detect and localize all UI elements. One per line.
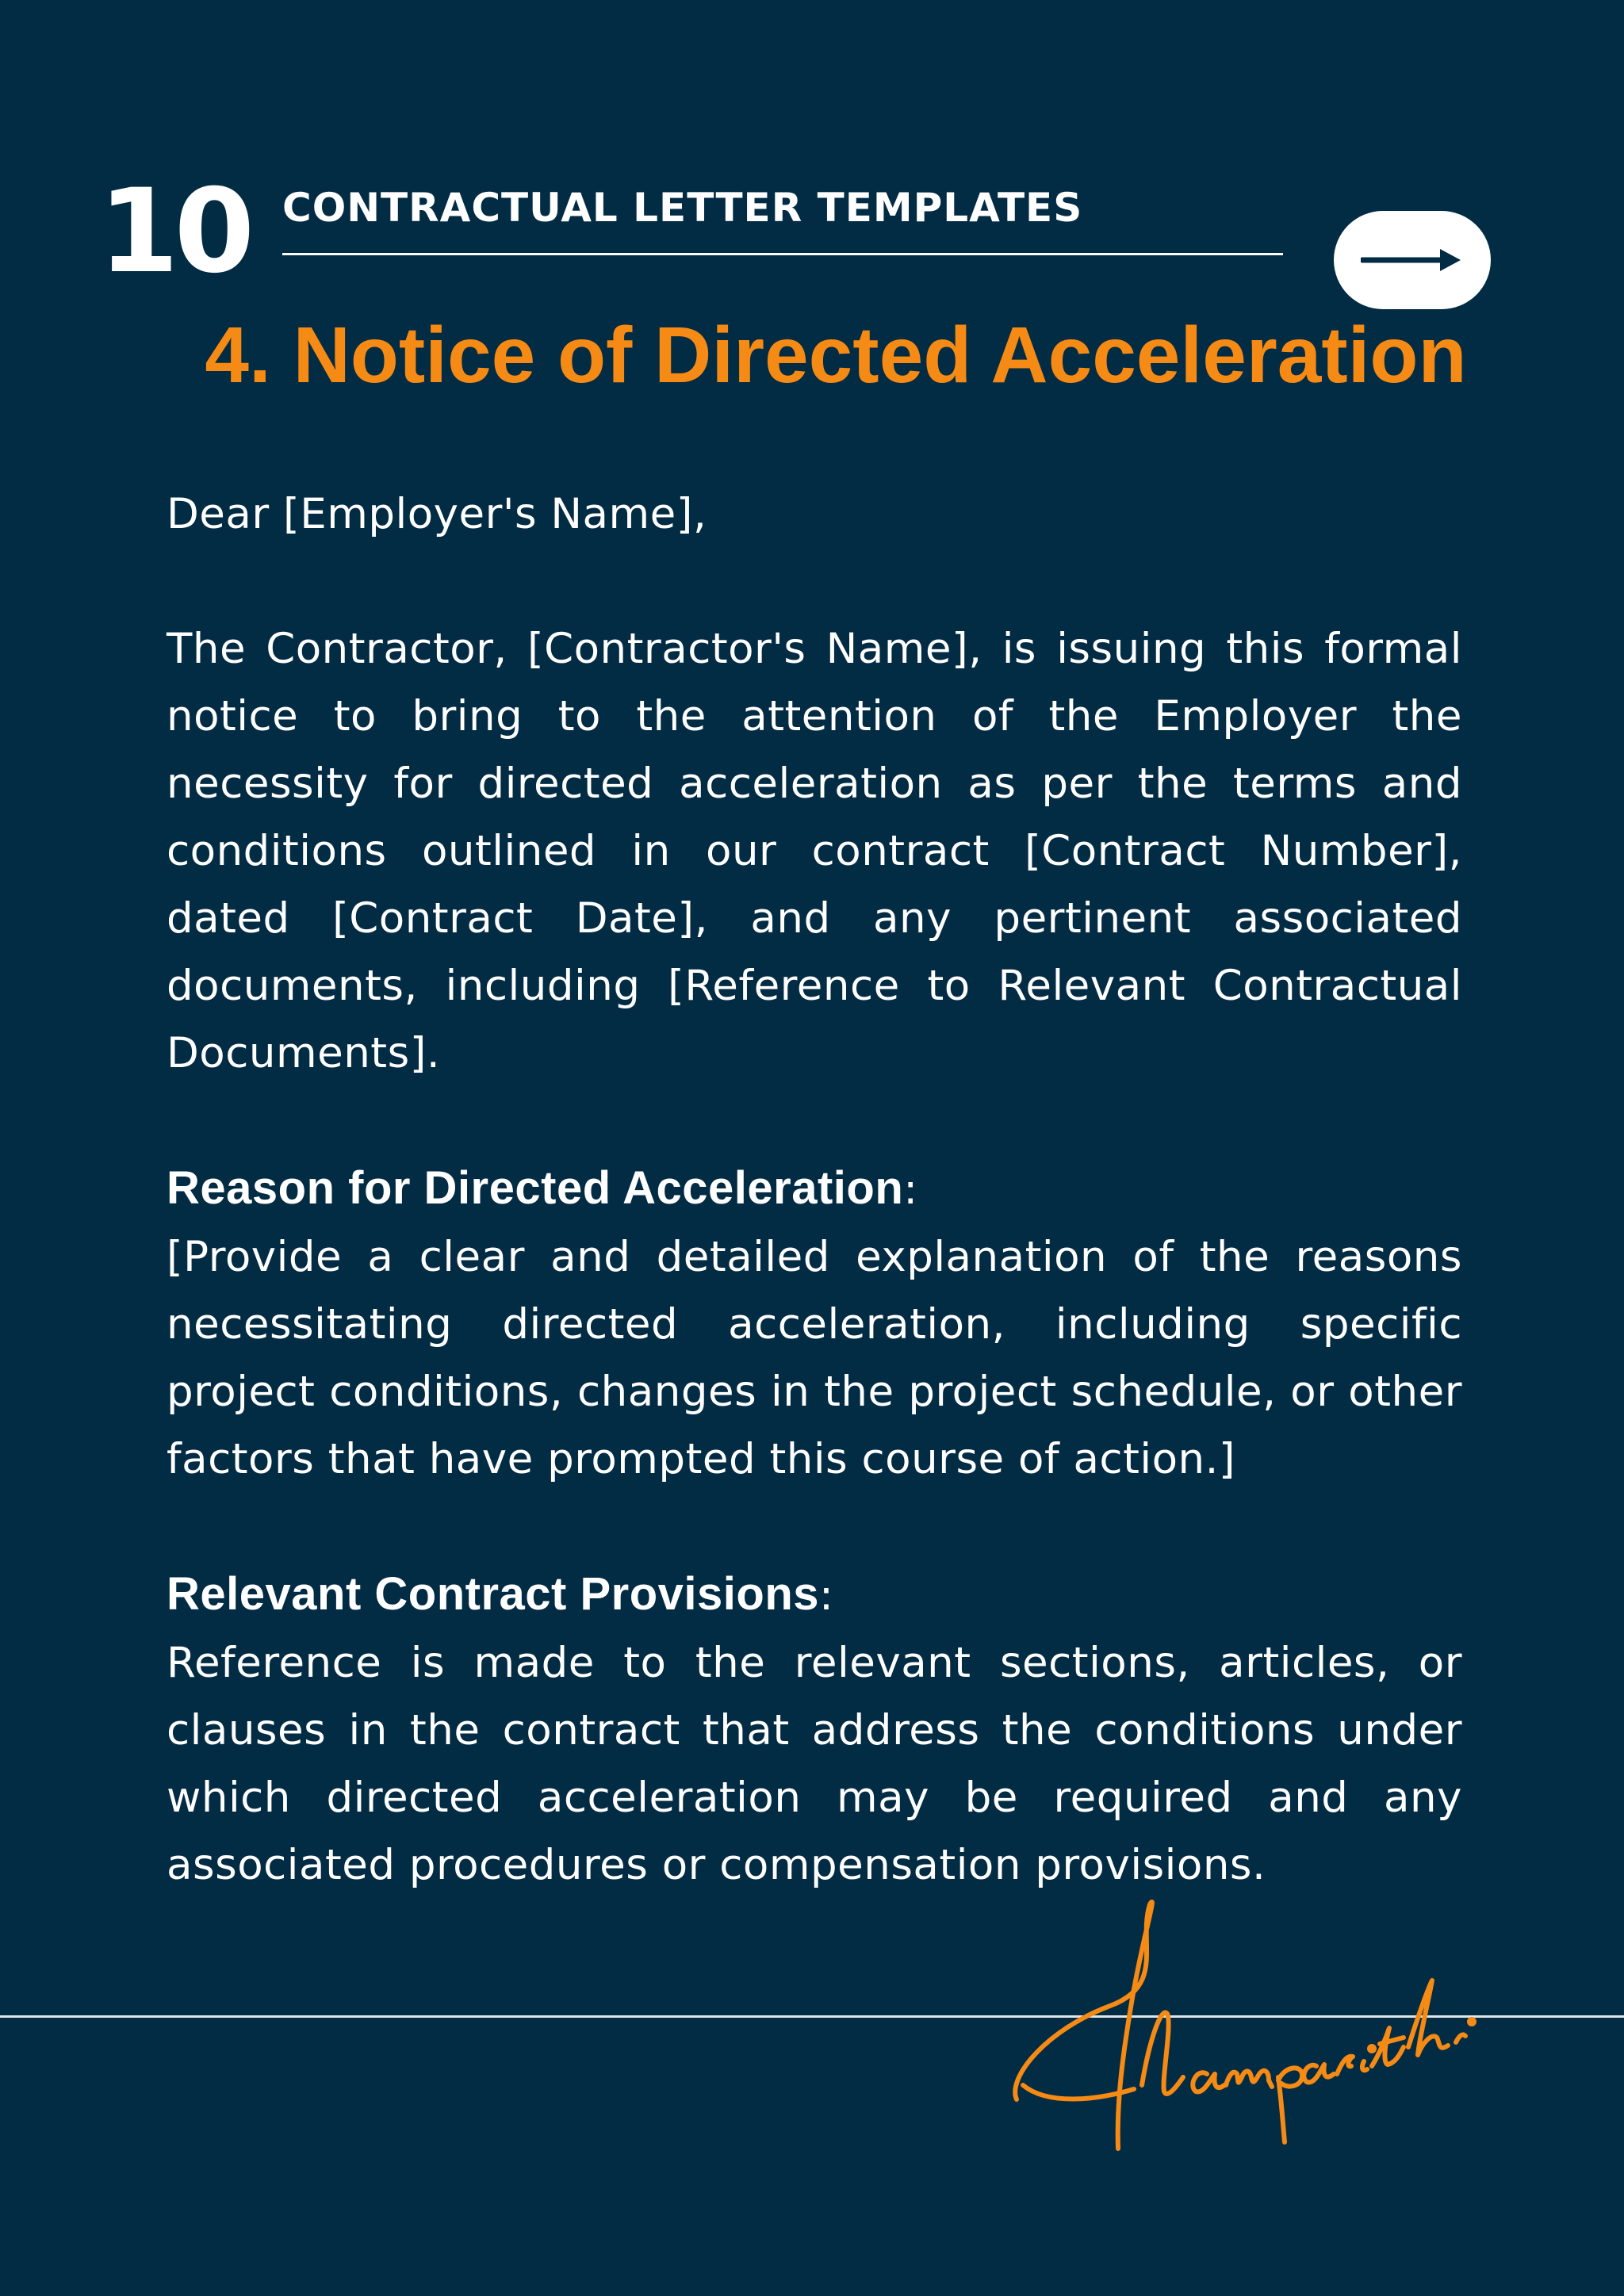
- provisions-heading: Relevant Contract Provisions: [167, 1568, 819, 1620]
- reason-heading: Reason for Directed Acceleration: [167, 1162, 904, 1214]
- next-page-button[interactable]: [1334, 211, 1491, 309]
- intro-paragraph: The Contractor, [Contractor's Name], is issuing this formal notice to bring to the attention of the Employer the necessity for directed acceleration as per the terms and conditions outlined in our contract [Contract Number], dated [Contract Date], and any pertinent associated documents, including [Reference to Relevant Contractual Documents].: [167, 625, 1462, 1077]
- header-number: 10: [98, 164, 251, 299]
- arrow-right-icon: [1361, 244, 1464, 276]
- page-heading: 4. Notice of Directed Acceleration: [205, 311, 1467, 400]
- signature-logo: [999, 1887, 1507, 2164]
- letter-body: [167, 480, 1462, 1899]
- header-title: CONTRACTUAL LETTER TEMPLATES: [282, 185, 1083, 231]
- provisions-paragraph: Reference is made to the relevant sections, articles, or clauses in the contract that address the conditions under which directed acceleration may be required and any associated procedures or compensation provisions.: [167, 1639, 1462, 1889]
- provisions-colon: :: [819, 1571, 834, 1620]
- reason-paragraph: [Provide a clear and detailed explanation of the reasons necessitating directed acceleration, including specific project conditions, changes in the project schedule, or other factors that have prompted this course of action.]: [167, 1233, 1462, 1483]
- salutation: Dear [Employer's Name],: [167, 490, 707, 538]
- header-divider: [282, 253, 1283, 255]
- reason-section: [167, 1154, 1462, 1493]
- provisions-section: [167, 1560, 1462, 1899]
- reason-colon: :: [903, 1165, 918, 1214]
